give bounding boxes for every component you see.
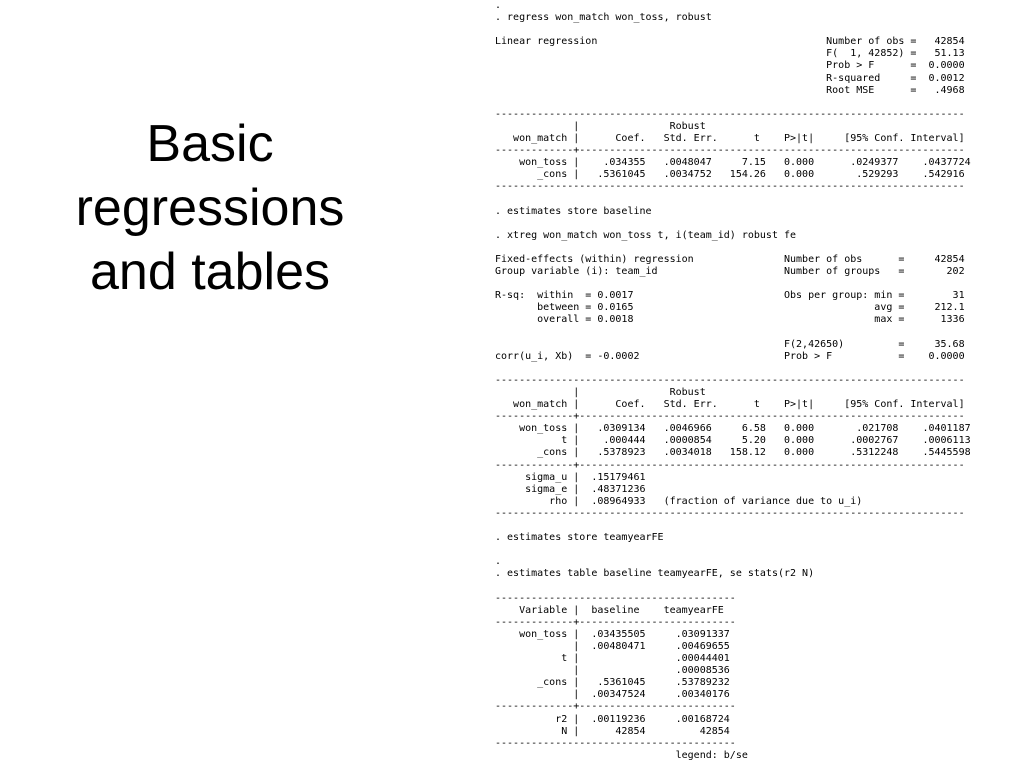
- output-line: [495, 544, 1015, 556]
- output-line: won_toss | .034355 .0048047 7.15 0.000 .0249377 .0437724: [495, 157, 971, 169]
- output-line: -------------+----------------------------------------------------------------: [495, 459, 965, 471]
- output-line: ----------------------------------------: [495, 737, 736, 749]
- output-line: Linear regression Number of obs = 42854: [495, 36, 965, 48]
- output-line: t | .000444 .0000854 5.20 0.000 .0002767 .0006113: [495, 435, 971, 447]
- output-line: -------------+--------------------------: [495, 701, 736, 713]
- output-line: . estimates store teamyearFE: [495, 532, 664, 544]
- output-line: F( 1, 42852) = 51.13: [495, 48, 965, 60]
- slide-title: [40, 112, 380, 304]
- output-line: -------------+--------------------------: [495, 616, 736, 628]
- output-line: ------------------------------------------------------------------------------: [495, 507, 965, 519]
- output-line: won_match | Coef. Std. Err. t P>|t| [95% Conf. Interval]: [495, 133, 965, 145]
- output-line: _cons | .5378923 .0034018 158.12 0.000 .5312248 .5445598: [495, 447, 971, 459]
- output-line: won_toss | .0309134 .0046966 6.58 0.000 .021708 .0401187: [495, 423, 971, 435]
- output-line: -------------+----------------------------------------------------------------: [495, 411, 965, 423]
- output-line: [495, 242, 1015, 254]
- output-line: [495, 278, 1015, 290]
- output-line: rho | .08964933 (fraction of variance due to u_i): [495, 495, 863, 507]
- slide-title-line-3: and tables: [90, 243, 330, 301]
- output-line: [495, 581, 1015, 593]
- output-line: | .00480471 .00469655: [495, 640, 730, 652]
- output-line: . regress won_match won_toss, robust: [495, 12, 712, 24]
- output-line: r2 | .00119236 .00168724: [495, 713, 730, 725]
- output-line: corr(u_i, Xb) = -0.0002 Prob > F = 0.0000: [495, 350, 965, 362]
- output-line: . estimates table baseline teamyearFE, se stats(r2 N): [495, 568, 815, 580]
- stata-output-log: [495, 0, 1015, 768]
- output-line: [495, 218, 1015, 230]
- slide-title-line-2: regressions: [75, 179, 345, 237]
- output-line: Root MSE = .4968: [495, 84, 965, 96]
- slide-title-line-1: Basic: [146, 115, 274, 173]
- output-line: | Robust: [495, 387, 706, 398]
- output-line: | Robust: [495, 120, 706, 132]
- output-line: sigma_e | .48371236: [495, 483, 646, 495]
- output-line: overall = 0.0018 max = 1336: [495, 314, 965, 326]
- output-line: . estimates store baseline: [495, 205, 652, 217]
- output-line: .: [495, 556, 502, 568]
- output-line: ------------------------------------------------------------------------------: [495, 374, 965, 386]
- output-line: ------------------------------------------------------------------------------: [495, 181, 965, 193]
- output-line: | .00347524 .00340176: [495, 689, 730, 701]
- output-line: ----------------------------------------: [495, 592, 736, 604]
- output-line: between = 0.0165 avg = 212.1: [495, 302, 965, 314]
- output-line: Fixed-effects (within) regression Number of obs = 42854: [495, 253, 965, 265]
- output-line: [495, 363, 1015, 375]
- output-line: [495, 520, 1015, 532]
- output-line: [495, 194, 1015, 206]
- output-line: . xtreg won_match won_toss t, i(team_id) robust fe: [495, 229, 797, 241]
- output-line: ------------------------------------------------------------------------------: [495, 108, 965, 120]
- output-line: [495, 327, 1015, 339]
- output-line: -------------+----------------------------------------------------------------: [495, 145, 965, 157]
- output-line: _cons | .5361045 .0034752 154.26 0.000 .529293 .542916: [495, 169, 965, 181]
- output-line: Group variable (i): team_id Number of groups = 202: [495, 266, 965, 278]
- output-line: R-squared = 0.0012: [495, 72, 965, 84]
- output-line: _cons | .5361045 .53789232: [495, 677, 730, 689]
- output-line: sigma_u | .15179461: [495, 471, 646, 483]
- output-line: R-sq: within = 0.0017 Obs per group: min = 31: [495, 290, 965, 302]
- output-line: won_match | Coef. Std. Err. t P>|t| [95% Conf. Interval]: [495, 399, 965, 411]
- output-line: F(2,42650) = 35.68: [495, 338, 965, 350]
- output-line: t | .00044401: [495, 653, 730, 665]
- output-line: N | 42854 42854: [495, 725, 730, 737]
- output-line: | .00008536: [495, 665, 730, 677]
- output-line: .: [495, 0, 502, 11]
- output-line: won_toss | .03435505 .03091337: [495, 628, 730, 640]
- output-line: legend: b/se: [495, 749, 748, 761]
- output-line: Variable | baseline teamyearFE: [495, 604, 724, 616]
- output-line: [495, 97, 1015, 109]
- output-line: [495, 24, 1015, 36]
- output-line: Prob > F = 0.0000: [495, 60, 965, 72]
